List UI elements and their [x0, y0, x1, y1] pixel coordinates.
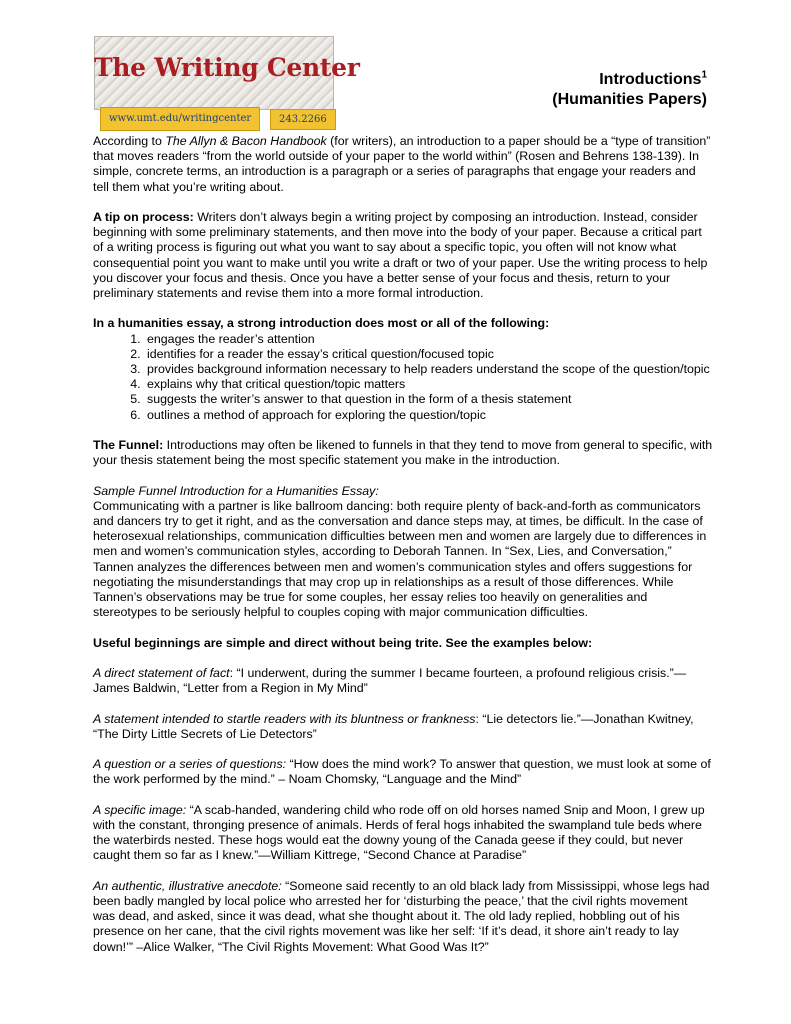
logo-url [100, 107, 260, 131]
example-paragraph [93, 757, 713, 787]
tip-paragraph [93, 210, 713, 301]
tip-label: A tip on process: [93, 210, 194, 224]
list-item: 5. suggests the writer’s answer to that question in the form of a thesis statement [144, 392, 713, 407]
title-line-1 [552, 70, 707, 90]
example-paragraph [93, 803, 713, 864]
criteria-heading-text: In a humanities essay, a strong introduction does most or all of the following: [93, 316, 550, 331]
example-paragraph [93, 666, 713, 696]
example-lead: A question or a series of questions: [93, 757, 287, 772]
beginnings-heading [93, 636, 713, 651]
writing-center-logo [94, 36, 360, 128]
list-item: 6. outlines a method of approach for exploring the question/topic [144, 408, 713, 423]
document-body [93, 134, 713, 955]
footnote-marker: 1 [701, 69, 707, 81]
intro-post: (for writers), an introduction to a paper should be a “type of transition” that moves readers “from the world outside of your paper to the world within” (Rosen and Behrens 138-139). In simple, concrete terms, an introduction is a paragraph or a series of paragraphs that engage your readers and tell them what you’re writing about. [93, 134, 711, 194]
title-main: Introductions [599, 71, 702, 88]
example-lead: A specific image: [93, 802, 187, 817]
list-item: 1. engages the reader’s attention [144, 332, 713, 347]
example-text: : “I underwent, during the summer I became fourteen, a profound religious crisis.”—James Baldwin, “Letter from a Region in My Mind” [93, 666, 687, 696]
beginnings-heading-text: Useful beginnings are simple and direct without being trite. See the examples below: [93, 635, 593, 650]
example-text: “Someone said recently to an old black lady from Mississippi, whose legs had been badly mangled by local police who arrested her for ‘disturbing the peace,’ that the civil rights movement was dead, and asked, since it was dead, what she thought about it. The old lady replied, hobbling out of his presence on her cane, that the civil rights movement was like her self: ‘If it’s dead, it shore ain’t ready to lay down!’” –Alice Walker, “The Civil Rights Movement: What Good Was It?” [93, 878, 710, 954]
example-text: “A scab-handed, wandering child who rode off on old horses named Snip and Moon, I grew up with the constant, thronging presence of animals. Herds of feral hogs inhabited the swampland tule beds where the waterbirds nested. These hogs would eat the downy young of the Canada geese if they could, but never caught them so far as I knew.”—William Kittrege, “Second Chance at Paradise” [93, 802, 705, 863]
example-text: : “Lie detectors lie.”—Jonathan Kwitney, “The Dirty Little Secrets of Lie Detectors” [93, 711, 694, 741]
example-lead: An authentic, illustrative anecdote: [93, 878, 282, 893]
logo-url-text: www.umt.edu/writingcenter [109, 113, 252, 124]
logo-phone: 243.2266 [270, 109, 336, 130]
handbook-title: The Allyn & Bacon Handbook [165, 134, 327, 148]
example-paragraph [93, 712, 713, 742]
example-lead: A statement intended to startle readers with its bluntness or frankness [93, 711, 476, 726]
title-line-2: (Humanities Papers) [552, 91, 707, 108]
sample-heading [93, 484, 713, 499]
list-item: 2. identifies for a reader the essay’s critical question/focused topic [144, 347, 713, 362]
list-item: 3. provides background information necessary to help readers understand the scope of the question/topic [144, 362, 713, 377]
logo-title: The Writing Center [94, 53, 360, 82]
sample-paragraph: Communicating with a partner is like ballroom dancing: both require plenty of back-and-forth as communicators and dancers try to get it right, and as the conversation and dance steps may, at times, be difficult. In the case of heterosexual relationships, communication difficulties between men and women are largely due to differences in men and women’s communication styles, according to Deborah Tannen. In “Sex, Lies, and Conversation,” Tannen analyzes the differences between men and women’s communication styles and offers suggestions for negotiating the misunderstandings that may crop up in relationships as a result of those differences. While Tannen’s observations may be true for some couples, her essay relies too heavily on generalities and stereotypes to be seriously helpful to couples coping with major communication difficulties. [93, 498, 707, 620]
sample-heading-text: Sample Funnel Introduction for a Humanities Essay: [93, 483, 379, 498]
criteria-heading [93, 316, 713, 331]
funnel-text: Introductions may often be likened to funnels in that they tend to move from general to specific, with your thesis statement being the most specific statement you make in the introduction. [93, 438, 713, 468]
example-text: “How does the mind work? To answer that question, we must look at some of the work performed by the mind.” – Noam Chomsky, “Language and the Mind” [93, 757, 711, 787]
funnel-paragraph [93, 438, 713, 468]
example-lead: A direct statement of fact [93, 666, 230, 681]
example-paragraph [93, 879, 713, 955]
page-title [552, 70, 707, 110]
funnel-label: The Funnel: [93, 438, 164, 453]
intro-paragraph [93, 134, 713, 195]
criteria-list [93, 332, 713, 423]
intro-pre: According to [93, 134, 166, 148]
list-item: 4. explains why that critical question/topic matters [144, 377, 713, 392]
tip-text: Writers don’t always begin a writing project by composing an introduction. Instead, consider beginning with some preliminary statements, and then move into the body of your paper. Because a critical part of a writing process is figuring out what you want to say about a specific topic, you often will not know what consequential point you want to make until you write a draft or two of your paper. Use the writing process to help you discover your focus and thesis. Once you have a better sense of your focus and thesis, return to your preliminary statements and revise them into a more formal introduction. [93, 210, 708, 301]
